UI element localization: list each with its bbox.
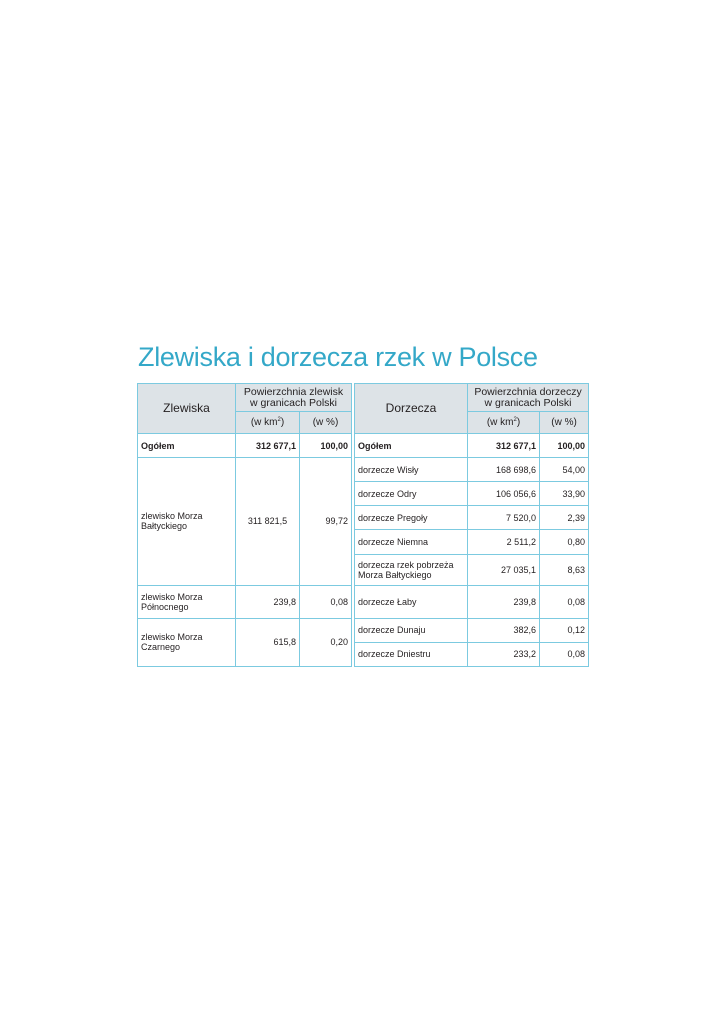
total-label: Ogółem	[138, 434, 236, 458]
zlewisko-km2: 311 821,5	[236, 458, 300, 585]
drainage-basins-table	[137, 383, 589, 667]
total-dorzecza-km2: 312 677,1	[468, 434, 540, 458]
dorzecze-name: dorzecze Odry	[355, 482, 468, 506]
dorzecze-pct: 54,00	[540, 458, 589, 482]
zlewisko-km2: 615,8	[236, 618, 300, 666]
table-row	[138, 585, 589, 618]
dorzecze-km2: 168 698,6	[468, 458, 540, 482]
dorzecze-name: dorzecze Pregoły	[355, 506, 468, 530]
table-row	[138, 618, 589, 642]
dorzecze-km2: 2 511,2	[468, 530, 540, 554]
dorzecze-pct: 33,90	[540, 482, 589, 506]
unit-pct-dorzecza: (w %)	[540, 412, 589, 434]
unit-km2-zlewiska	[236, 412, 300, 434]
zlewisko-pct: 99,72	[300, 458, 352, 585]
dorzecze-name: dorzecze Łaby	[355, 585, 468, 618]
dorzecze-name: dorzecze Dniestru	[355, 642, 468, 666]
table-row-total	[138, 434, 589, 458]
zlewisko-pct: 0,08	[300, 585, 352, 618]
dorzecze-km2: 233,2	[468, 642, 540, 666]
table-row	[138, 458, 589, 482]
zlewisko-name: zlewisko Morza Północnego	[138, 585, 236, 618]
dorzecze-name: dorzecza rzek pobrzeża Morza Bałtyckiego	[355, 554, 468, 585]
dorzecze-pct: 2,39	[540, 506, 589, 530]
total-km2: 312 677,1	[236, 434, 300, 458]
header-dorzecza-area: Powierzchnia dorzeczy w granicach Polski	[468, 384, 589, 412]
dorzecze-pct: 8,63	[540, 554, 589, 585]
unit-km-suffix: )	[516, 417, 521, 429]
zlewisko-name: zlewisko Morza Bałtyckiego	[138, 458, 236, 585]
dorzecze-km2: 27 035,1	[468, 554, 540, 585]
unit-km2-dorzecza	[468, 412, 540, 434]
drainage-table-container	[137, 383, 588, 667]
total-pct: 100,00	[300, 434, 352, 458]
dorzecze-km2: 106 056,6	[468, 482, 540, 506]
unit-km-prefix: (w km	[250, 417, 278, 429]
dorzecze-name: dorzecze Niemna	[355, 530, 468, 554]
dorzecze-km2: 7 520,0	[468, 506, 540, 530]
page-title: Zlewiska i dorzecza rzek w Polsce	[138, 342, 538, 372]
total-dorzecza-pct: 100,00	[540, 434, 589, 458]
header-zlewiska-area: Powierzchnia zlewisk w granicach Polski	[236, 384, 352, 412]
header-row-1	[138, 384, 589, 412]
header-zlewiska: Zlewiska	[138, 384, 236, 434]
zlewisko-km2: 239,8	[236, 585, 300, 618]
zlewisko-pct: 0,20	[300, 618, 352, 666]
dorzecze-name: dorzecze Wisły	[355, 458, 468, 482]
unit-km-sup: 2	[277, 417, 281, 424]
dorzecze-km2: 382,6	[468, 618, 540, 642]
unit-km-prefix: (w km	[486, 417, 514, 429]
total-dorzecza-label: Ogółem	[355, 434, 468, 458]
unit-km-suffix: )	[280, 417, 285, 429]
dorzecze-km2: 239,8	[468, 585, 540, 618]
dorzecze-pct: 0,08	[540, 585, 589, 618]
dorzecze-pct: 0,12	[540, 618, 589, 642]
header-dorzecza: Dorzecza	[355, 384, 468, 434]
zlewisko-name: zlewisko Morza Czarnego	[138, 618, 236, 666]
unit-pct-zlewiska: (w %)	[300, 412, 352, 434]
unit-km-sup: 2	[513, 417, 517, 424]
dorzecze-pct: 0,80	[540, 530, 589, 554]
dorzecze-pct: 0,08	[540, 642, 589, 666]
dorzecze-name: dorzecze Dunaju	[355, 618, 468, 642]
